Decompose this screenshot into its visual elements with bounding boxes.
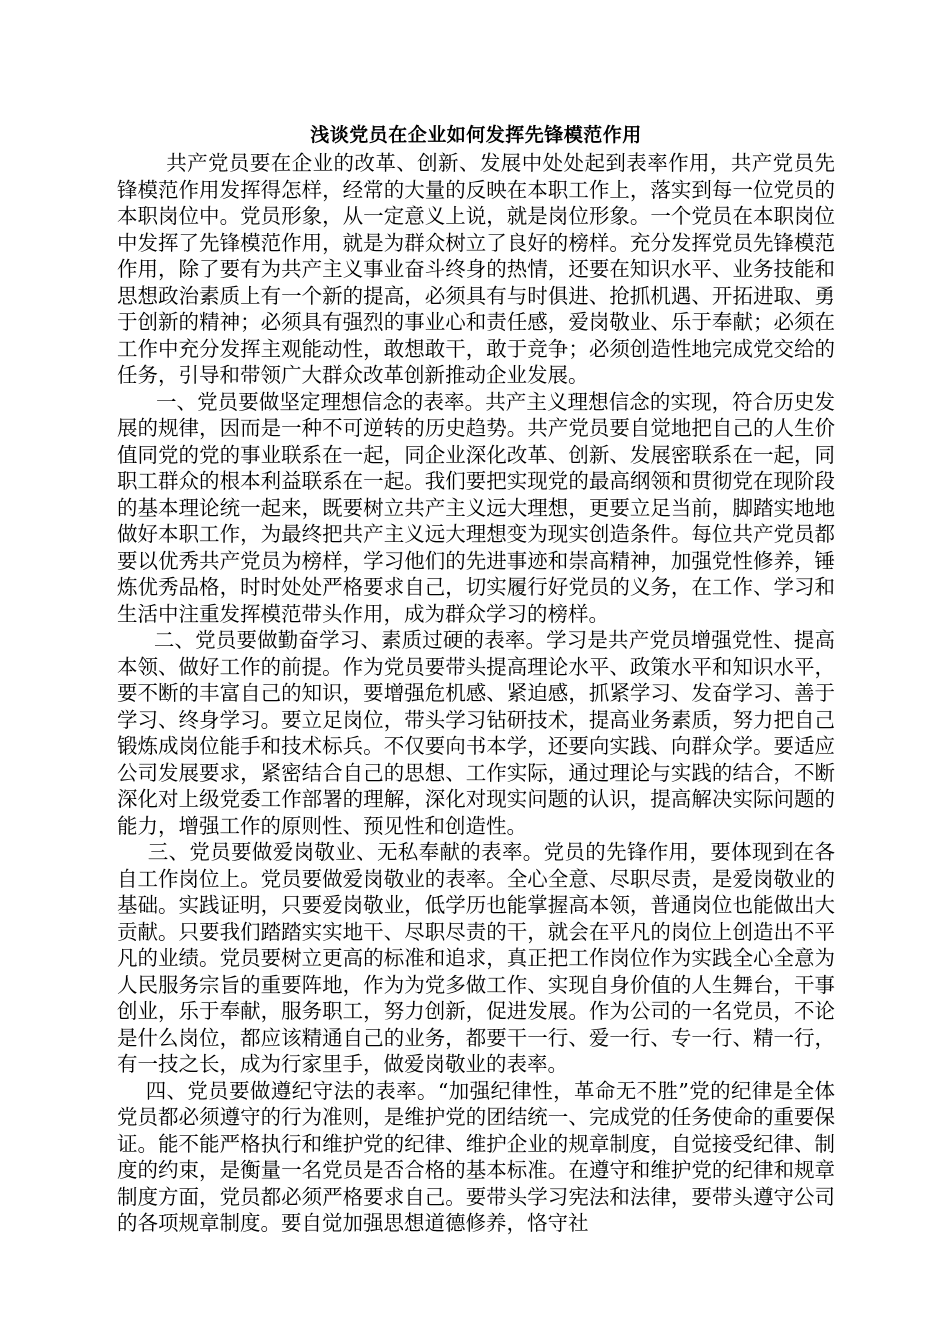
document-body — [117, 120, 835, 1237]
document-title: 浅谈党员在企业如何发挥先锋模范作用 — [310, 124, 642, 146]
paragraph-intro: 共产党员要在企业的改革、创新、发展中处处起到表率作用，共产党员先锋模范作用发挥得怎样，经常的大量的反映在本职工作上，落实到每一位党员的本职岗位中。党员形象，从一定意义上说，就是岗位形象。一个党员在本职岗位中发挥了先锋模范作用，就是为群众树立了良好的榜样。充分发挥党员先锋模范作用，除了要有为共产主义事业奋斗终身的热情，还要在知识水平、业务技能和思想政治素质上有一个新的提高，必须具有与时俱进、抢抓机遇、开拓进取、勇于创新的精神；必须具有强烈的事业心和责任感，爱岗敬业、乐于奉献；必须在工作中充分发挥主观能动性，敢想敢干，敢于竞争；必须创造性地完成党交给的任务，引导和带领广大群众改革创新推动企业发展。 — [117, 151, 835, 387]
paragraph-section-2: 二、党员要做勤奋学习、素质过硬的表率。学习是共产党员增强党性、提高本领、做好工作的前提。作为党员要带头提高理论水平、政策水平和知识水平，要不断的丰富自己的知识，要增强危机感、紧迫感，抓紧学习、发奋学习、善于学习、终身学习。要立足岗位，带头学习钻研技术，提高业务素质，努力把自己锻炼成岗位能手和技术标兵。不仅要向书本学，还要向实践、向群众学。要适应公司发展要求，紧密结合自己的思想、工作实际，通过理论与实践的结合，不断深化对上级党委工作部署的理解，深化对现实问题的认识，提高解决实际问题的能力，增强工作的原则性、预见性和创造性。 — [117, 628, 835, 838]
paragraph-section-4: 四、党员要做遵纪守法的表率。“加强纪律性，革命无不胜”党的纪律是全体党员都必须遵守的行为准则，是维护党的团结统一、完成党的任务使命的重要保证。能不能严格执行和维护党的纪律、维护企业的规章制度，自觉接受纪律、制度的约束，是衡量一名党员是否合格的基本标准。在遵守和维护党的纪律和规章制度方面，党员都必须严格要求自己。要带头学习宪法和法律，要带头遵守公司的各项规章制度。要自觉加强思想道德修养，恪守社 — [117, 1078, 835, 1235]
paragraph-section-1: 一、党员要做坚定理想信念的表率。共产主义理想信念的实现，符合历史发展的规律，因而是一种不可逆转的历史趋势。共产党员要自觉地把自己的人生价值同党的党的事业联系在一起，同企业深化改革、创新、发展密联系在一起，同职工群众的根本利益联系在一起。我们要把实现党的最高纲领和贯彻党在现阶段的基本理论统一起来，既要树立共产主义远大理想，更要立足当前，脚踏实地地做好本职工作，为最终把共产主义远大理想变为现实创造条件。每位共产党员都要以优秀共产党员为榜样，学习他们的先进事迹和崇高精神，加强党性修养，锤炼优秀品格，时时处处严格要求自己，切实履行好党员的义务，在工作、学习和生活中注重发挥模范带头作用，成为群众学习的榜样。 — [117, 389, 835, 626]
paragraph-section-3: 三、党员要做爱岗敬业、无私奉献的表率。党员的先锋作用，要体现到在各自工作岗位上。党员要做爱岗敬业的表率。全心全意、尽职尽责，是爱岗敬业的基础。实践证明，只要爱岗敬业，低学历也能掌握高本领，普通岗位也能做出大贡献。只要我们踏踏实实地干、尽职尽责的干，就会在平凡的岗位上创造出不平凡的业绩。党员要树立更高的标准和追求，真正把工作岗位作为实践全心全意为人民服务宗旨的重要阵地，作为为党多做工作、实现自身价值的人生舞台，干事创业，乐于奉献，服务职工，努力创新，促进发展。作为公司的一名党员，不论是什么岗位，都应该精通自己的业务，都要干一行、爱一行、专一行、精一行，有一技之长，成为行家里手，做爱岗敬业的表率。 — [117, 840, 835, 1076]
